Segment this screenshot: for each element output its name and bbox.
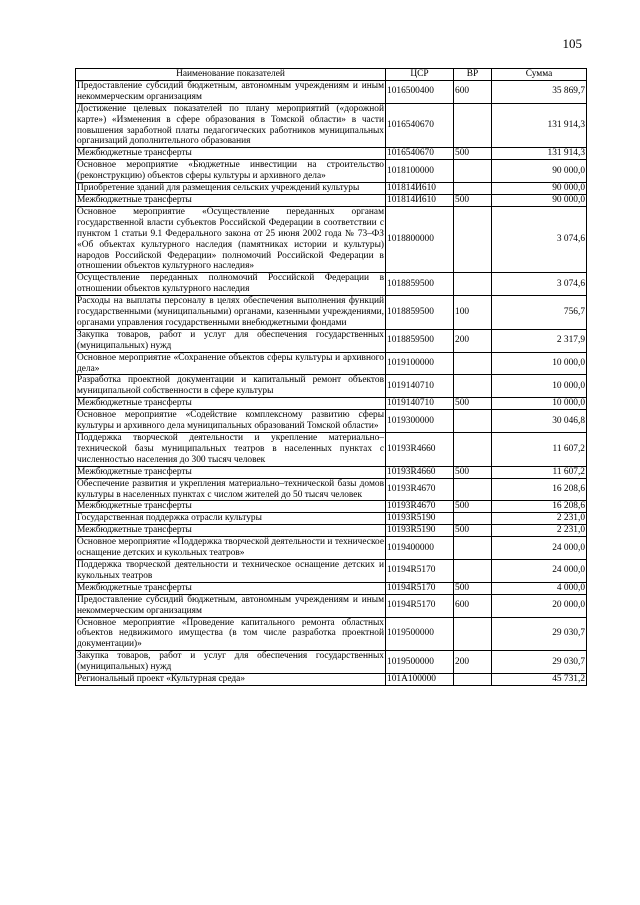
- row-csr-cell: 10194R5170: [386, 559, 454, 582]
- row-csr-cell: 1019140710: [386, 398, 454, 410]
- row-csr-cell: 101814И610: [386, 194, 454, 206]
- row-vr-cell: [454, 410, 492, 433]
- page-number: 105: [562, 36, 582, 51]
- row-name-cell: Межбюджетные трансферты: [76, 398, 386, 410]
- row-name-cell: Межбюджетные трансферты: [76, 194, 386, 206]
- row-sum-cell: 10 000,0: [492, 398, 587, 410]
- table-row: [76, 501, 587, 513]
- row-name-cell: Межбюджетные трансферты: [76, 501, 386, 513]
- row-vr-cell: [454, 478, 492, 501]
- row-vr-cell: [454, 273, 492, 296]
- row-sum-cell: 90 000,0: [492, 160, 587, 183]
- row-name-cell: Разработка проектной документации и капитальный ремонт объектов муниципальной собственности в сфере культуры: [77, 375, 384, 397]
- row-sum-cell: 20 000,0: [492, 594, 587, 617]
- table-row: [76, 617, 587, 651]
- row-name-cell: Предоставление субсидий бюджетным, автономным учреждениям и иным некоммерческим организациям: [77, 594, 384, 616]
- row-vr-cell: 500: [454, 194, 492, 206]
- row-vr-cell: 500: [454, 398, 492, 410]
- row-sum-cell: 10 000,0: [492, 375, 587, 398]
- row-sum-cell: 29 030,7: [492, 617, 587, 651]
- table-row: [76, 478, 587, 501]
- row-csr-cell: 10193R4660: [386, 466, 454, 478]
- row-sum-cell: 29 030,7: [492, 651, 587, 674]
- row-csr-cell: 101A100000: [386, 674, 454, 686]
- table-row: [76, 582, 587, 594]
- row-vr-cell: 500: [454, 148, 492, 160]
- row-csr-cell: 10193R5190: [386, 525, 454, 537]
- table-row: [76, 206, 587, 272]
- header-vr: ВР: [454, 69, 492, 81]
- row-vr-cell: [454, 183, 492, 195]
- budget-table: [75, 68, 587, 686]
- row-csr-cell: 1019400000: [386, 537, 454, 560]
- row-name-cell: Предоставление субсидий бюджетным, автономным учреждениям и иным некоммерческим организациям: [77, 80, 384, 102]
- row-vr-cell: [454, 559, 492, 582]
- row-sum-cell: 45 731,2: [492, 674, 587, 686]
- row-name-cell: Осуществление переданных полномочий Российской Федерации в отношении объектов культурного наследия: [77, 273, 384, 295]
- row-vr-cell: 500: [454, 501, 492, 513]
- table-row: [76, 398, 587, 410]
- header-sum: Сумма: [492, 69, 587, 81]
- table-row: [76, 594, 587, 617]
- table-row: [76, 651, 587, 674]
- row-sum-cell: 24 000,0: [492, 537, 587, 560]
- table-row: [76, 537, 587, 560]
- row-sum-cell: 35 869,7: [492, 80, 587, 103]
- row-vr-cell: [454, 375, 492, 398]
- row-sum-cell: 3 074,6: [492, 273, 587, 296]
- table-header-row: [76, 69, 587, 81]
- row-vr-cell: 500: [454, 525, 492, 537]
- row-vr-cell: [454, 513, 492, 525]
- row-vr-cell: 500: [454, 582, 492, 594]
- row-name-cell: Закупка товаров, работ и услуг для обеспечения государственных (муниципальных) нужд: [77, 651, 384, 673]
- table-row: [76, 674, 587, 686]
- row-sum-cell: 756,7: [492, 296, 587, 330]
- row-csr-cell: 1018859500: [386, 329, 454, 352]
- table-row: [76, 410, 587, 433]
- row-sum-cell: 4 000,0: [492, 582, 587, 594]
- row-vr-cell: [454, 160, 492, 183]
- row-name-cell: Основное мероприятие «Поддержка творческой деятельности и техническое оснащение детских и кукольных театров»: [77, 537, 384, 559]
- table-row: [76, 466, 587, 478]
- row-sum-cell: 90 000,0: [492, 183, 587, 195]
- table-row: [76, 273, 587, 296]
- row-csr-cell: 1019300000: [386, 410, 454, 433]
- row-vr-cell: [454, 433, 492, 467]
- row-csr-cell: 101814И610: [386, 183, 454, 195]
- table-row: [76, 194, 587, 206]
- row-vr-cell: 200: [454, 329, 492, 352]
- row-vr-cell: 200: [454, 651, 492, 674]
- table-row: [76, 329, 587, 352]
- row-csr-cell: 1019500000: [386, 651, 454, 674]
- row-vr-cell: [454, 352, 492, 375]
- row-sum-cell: 2 231,0: [492, 513, 587, 525]
- table-row: [76, 559, 587, 582]
- row-csr-cell: 10194R5170: [386, 582, 454, 594]
- row-csr-cell: 10193R5190: [386, 513, 454, 525]
- row-sum-cell: 11 607,2: [492, 433, 587, 467]
- row-csr-cell: 1018100000: [386, 160, 454, 183]
- row-vr-cell: 600: [454, 594, 492, 617]
- row-csr-cell: 1019140710: [386, 375, 454, 398]
- row-csr-cell: 10193R4660: [386, 433, 454, 467]
- row-csr-cell: 10194R5170: [386, 594, 454, 617]
- row-name-cell: Межбюджетные трансферты: [76, 148, 386, 160]
- row-name-cell: Межбюджетные трансферты: [76, 525, 386, 537]
- row-sum-cell: 30 046,8: [492, 410, 587, 433]
- row-csr-cell: 1016540670: [386, 148, 454, 160]
- row-vr-cell: [454, 103, 492, 148]
- row-csr-cell: 1016500400: [386, 80, 454, 103]
- table-row: [76, 160, 587, 183]
- row-name-cell: Поддержка творческой деятельности и техническое оснащение детских и кукольных театров: [77, 559, 384, 581]
- row-name-cell: Расходы на выплаты персоналу в целях обеспечения выполнения функций государственными (муниципальными) органами, казенными учреждениями, органами управления государственными внебюджетными фондами: [77, 296, 384, 328]
- row-name-cell: Основное мероприятие «Бюджетные инвестиции на строительство (реконструкцию) объектов сферы культуры и архивного дела»: [77, 160, 384, 182]
- header-name: Наименование показателей: [76, 69, 386, 81]
- row-vr-cell: 600: [454, 80, 492, 103]
- row-sum-cell: 16 208,6: [492, 478, 587, 501]
- row-name-cell: Межбюджетные трансферты: [76, 582, 386, 594]
- row-sum-cell: 11 607,2: [492, 466, 587, 478]
- row-sum-cell: 131 914,3: [492, 148, 587, 160]
- row-csr-cell: 1018800000: [386, 206, 454, 272]
- table-row: [76, 148, 587, 160]
- table-body: [76, 80, 587, 685]
- row-vr-cell: [454, 537, 492, 560]
- table-row: [76, 525, 587, 537]
- row-csr-cell: 1016540670: [386, 103, 454, 148]
- row-name-cell: Государственная поддержка отрасли культуры: [76, 513, 386, 525]
- row-vr-cell: [454, 617, 492, 651]
- table-row: [76, 183, 587, 195]
- row-name-cell: Основное мероприятие «Проведение капитального ремонта областных объектов недвижимого имущества (в том числе разработка проектной документации)»: [77, 617, 384, 650]
- row-vr-cell: [454, 206, 492, 272]
- row-name-cell: Приобретение зданий для размещения сельских учреждений культуры: [76, 183, 386, 195]
- row-csr-cell: 10193R4670: [386, 501, 454, 513]
- row-sum-cell: 10 000,0: [492, 352, 587, 375]
- row-csr-cell: 1018859500: [386, 296, 454, 330]
- row-vr-cell: 100: [454, 296, 492, 330]
- row-csr-cell: 1019100000: [386, 352, 454, 375]
- row-csr-cell: 1019500000: [386, 617, 454, 651]
- table-row: [76, 513, 587, 525]
- row-sum-cell: 16 208,6: [492, 501, 587, 513]
- row-name-cell: Основное мероприятие «Осуществление переданных органам государственной власти субъектов Российской Федерации в соответствии с пунктом 1 статьи 9.1 Федерального закона от 25 июня 2002 года № 73–ФЗ «Об объектах культурного наследия (памятниках истории и культуры) народов Российской Федерации» полномочий Российской Федерации в отношении объектов культурного наследия»: [77, 206, 384, 272]
- table-row: [76, 352, 587, 375]
- row-sum-cell: 2 317,9: [492, 329, 587, 352]
- row-name-cell: Достижение целевых показателей по плану мероприятий («дорожной карте») «Изменения в сфере образования в Томской области» в части повышения заработной платы педагогических работников муниципальных организаций дополнительного образования: [77, 103, 384, 147]
- row-name-cell: Поддержка творческой деятельности и укрепление материально–технической базы муниципальных театров в населенных пунктах с численностью населения до 300 тысяч человек: [77, 433, 384, 465]
- row-vr-cell: 500: [454, 466, 492, 478]
- row-sum-cell: 3 074,6: [492, 206, 587, 272]
- row-name-cell: Обеспечение развития и укрепления материально–технической базы домов культуры в населенных пунктах с числом жителей до 50 тысяч человек: [77, 478, 384, 500]
- row-csr-cell: 1018859500: [386, 273, 454, 296]
- row-csr-cell: 10193R4670: [386, 478, 454, 501]
- row-sum-cell: 131 914,3: [492, 103, 587, 148]
- row-name-cell: Закупка товаров, работ и услуг для обеспечения государственных (муниципальных) нужд: [77, 329, 384, 351]
- table-row: [76, 375, 587, 398]
- row-sum-cell: 90 000,0: [492, 194, 587, 206]
- row-name-cell: Региональный проект «Культурная среда»: [76, 674, 386, 686]
- table-row: [76, 80, 587, 103]
- row-name-cell: Основное мероприятие «Содействие комплексному развитию сферы культуры и архивного дела муниципальных образований Томской области»: [77, 410, 384, 432]
- row-name-cell: Межбюджетные трансферты: [76, 466, 386, 478]
- table-row: [76, 433, 587, 467]
- row-vr-cell: [454, 674, 492, 686]
- table-row: [76, 103, 587, 148]
- header-csr: ЦСР: [386, 69, 454, 81]
- row-sum-cell: 24 000,0: [492, 559, 587, 582]
- row-sum-cell: 2 231,0: [492, 525, 587, 537]
- row-name-cell: Основное мероприятие «Сохранение объектов сферы культуры и архивного дела»: [77, 352, 384, 374]
- table-row: [76, 296, 587, 330]
